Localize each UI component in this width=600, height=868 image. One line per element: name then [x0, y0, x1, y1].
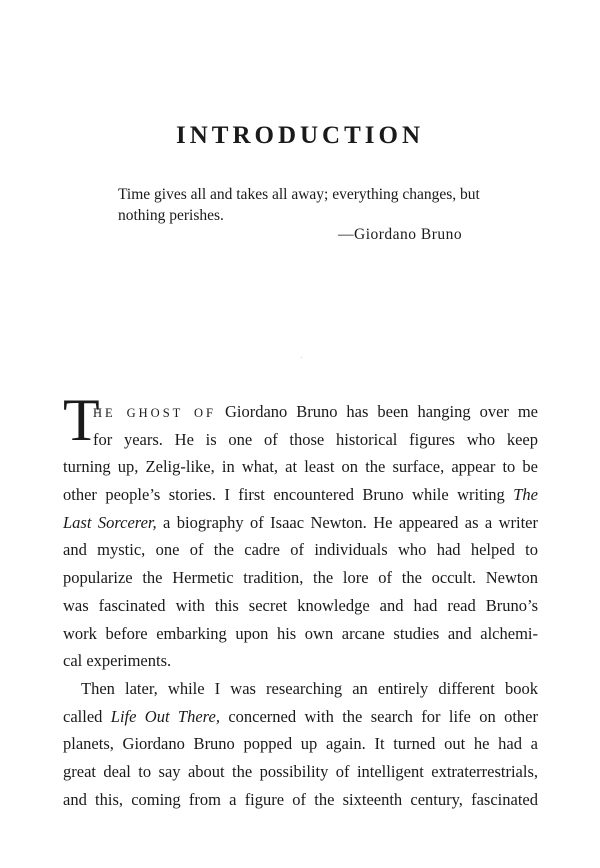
drop-cap: T [63, 387, 100, 453]
paper-speck [301, 357, 302, 358]
opening-smallcaps: HE GHOST OF [93, 406, 216, 420]
text-line [63, 481, 538, 509]
epigraph-attribution: —Giordano Bruno [338, 226, 463, 243]
book-title: The [513, 485, 538, 505]
text-line: popularize the Hermetic tradition, the lore of the occult. Newton [63, 568, 538, 588]
text-line: planets, Giordano Bruno popped up again. It turned out he had a [63, 734, 538, 754]
epigraph-line: Time gives all and takes all away; everything changes, but [118, 186, 480, 203]
text-line: turning up, Zelig-like, in what, at least on the surface, appear to be [63, 457, 538, 477]
text-line: cal experiments. [63, 651, 172, 671]
text-line: great deal to say about the possibility of intelligent extraterrestrials, [63, 761, 538, 781]
text-line: Then later, while I was researching an entirely different book [81, 678, 538, 698]
text-line [63, 703, 538, 731]
epigraph [118, 184, 518, 226]
text-run: Giordano Bruno has been hanging over me [216, 402, 539, 421]
book-title: Life Out There, [110, 706, 220, 726]
text-run: a biography of Isaac Newton. He appeared as a writer [156, 512, 538, 532]
text-line [63, 509, 538, 537]
text-run: other people’s stories. I first encountered Bruno while writing [63, 485, 505, 505]
text-line: and mystic, one of the cadre of individuals who had helped to [63, 540, 538, 560]
body-text [63, 398, 538, 813]
text-line: and this, coming from a figure of the sixteenth century, fascinated [63, 789, 538, 809]
text-run: called [63, 706, 111, 726]
epigraph-line: nothing perishes. [118, 207, 224, 224]
text-line [63, 398, 538, 426]
text-run: concerned with the search for life on other [219, 706, 538, 726]
text-line: for years. He is one of those historical figures who keep [93, 429, 538, 449]
book-title: Last Sorcerer, [63, 512, 157, 532]
text-line: was fascinated with this secret knowledge and had read Bruno’s [63, 595, 538, 615]
chapter-title: INTRODUCTION [175, 122, 425, 149]
text-line: work before embarking upon his own arcane studies and alchemi- [63, 623, 538, 643]
